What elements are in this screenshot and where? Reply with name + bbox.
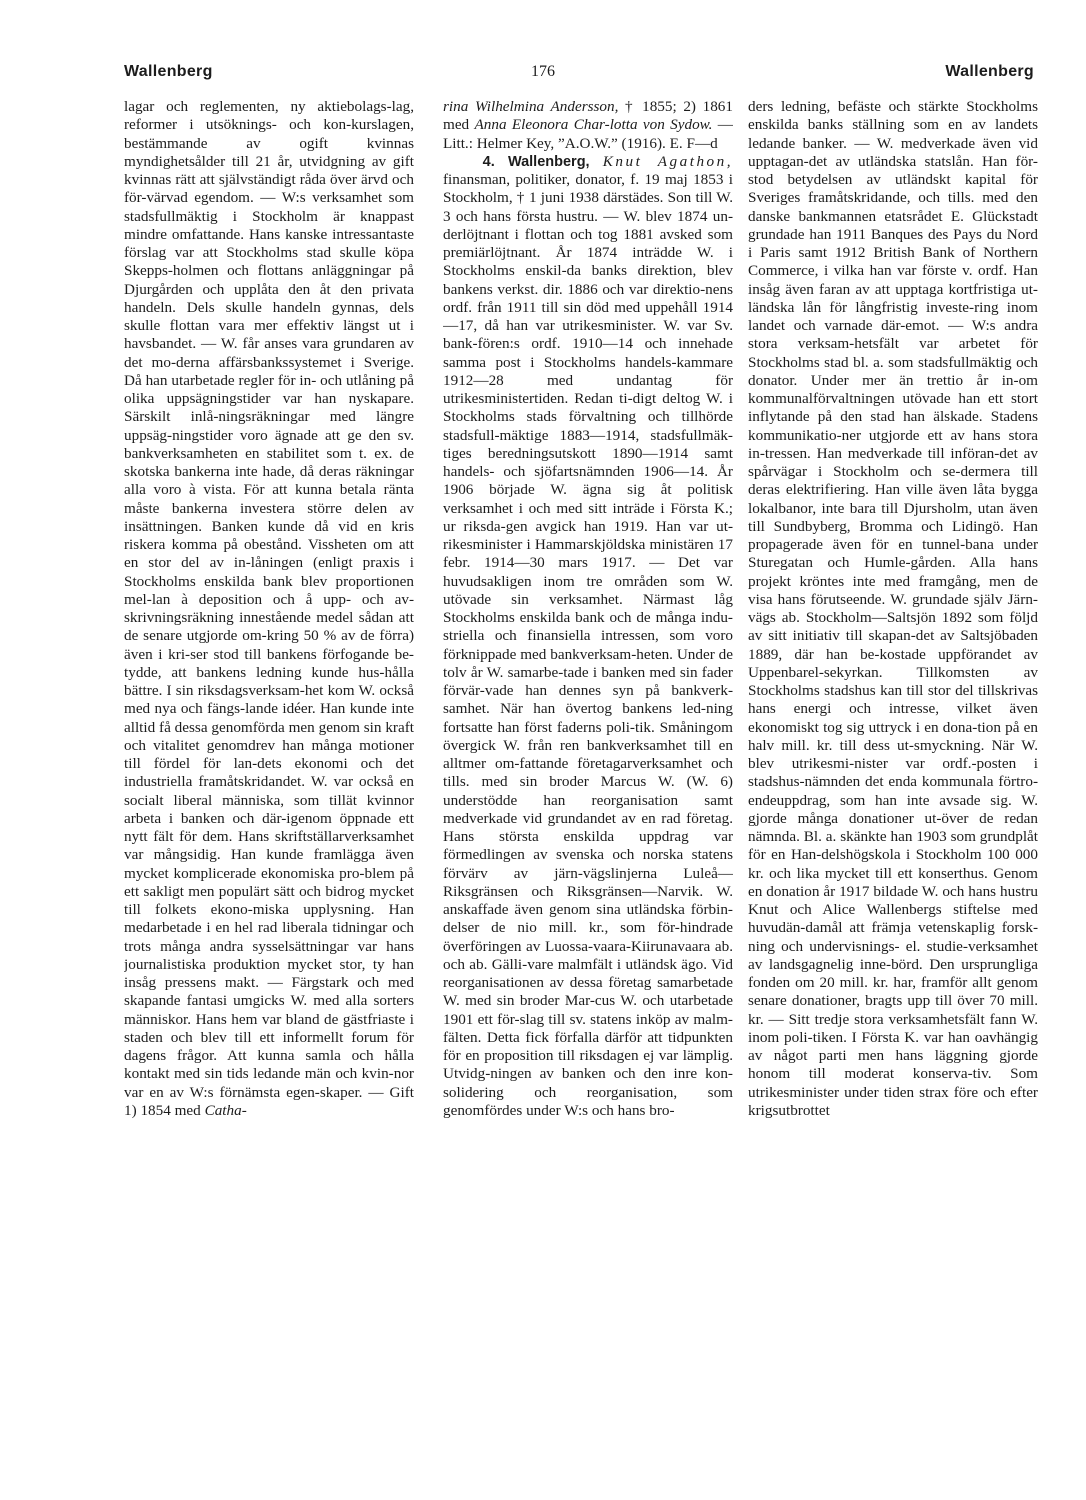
italic-name: Anna Eleonora Char-lotta von Sydow. [474,116,713,134]
entry-surname: Wallenberg, [507,153,590,170]
body-text: † 1855; 2) 1861 med [443,98,733,134]
italic-name: Catha- [204,1101,247,1119]
body-text: lagar och reglementen, ny aktiebolags-lag, reformer i utsöknings- och kon-kurslagen, bestämmande av ogift kvinnas myndighetsålder till 21 år, utvidgning av gift kvinnas rätt att självständigt råda över ärvd och för-värvad egendom. — W:s verksamhet som stadsfullmäktig i Stockholm är knappast mindre omfattande. Hans kanske intressantaste förslag var att Stockholms stad skulle köpa Skepps-holmen och flottans anläggningar på Djurgården och upplåta den åt den privata handeln. Dels skulle handeln gynnas, dels skulle flottan vara mer effektiv längst ut i havsbandet. — W. får anses vara grundaren av det mo-derna affärsbankssystemet i Sverige. Då han utarbetade regler för in- och utlåning på olika uppsägningstider var han nyskapare. Särskilt inlå-ningsräkningar med längre uppsäg-ningstider voro ägnade att ge den sv. bankverksamheten en stabilitet som t. ex. de skotska bankerna inte hade, då deras räkningar alla voro à vista. För att kunna betala ränta måste bankerna investera större delen av insättningen. Banken kunde då vid en kris riskera komma på obestånd. Vissheten om att en stor del av in-låningen (enligt praxis i Stockholms enskilda bank blev proportionen mel-lan à deposition och å upp- och av-skrivningsräkning innestående medel sådan att de senare utgjorde om-kring 50 % av de förra) även i kri-ser stod till bankens förfogande be-tydde, att bankens ledning kunde hus-hålla bättre. I sin riksdagsverksam-het kom W. också med nya och fängs-lande idéer. Han kunde inte alltid få dessa genomförda men genom sin kraft och vitalitet genomdrev han många motioner till fördel för lan-dets ekonomi och det industriella framåtskridandet. W. var också en socialt liberal människa, som tillät kvinnor arbeta i banken och där-igenom öppnade ett nytt fält för dem. Hans skriftställarverksamhet var mångsidig. Han kunde framlägga även mycket komplicerade ekonomiska pro-blem på ett sakligt men populärt sätt och bidrog mycket till folkets ekono-miska upplysning. Han medarbetade i en hel rad liberala tidningar och trots många andra sysselsättningar var hans journalistiska produktion mycket stor, ty han insåg pressens makt. — Färgstark och med skapande fantasi umgicks W. med alla sorters människor. Hans hem var bland de gästfriaste i staden och blev till ett informellt forum för dagens frågor. Att kunna samla och hålla kontakt med sin tids ledande män och kvin-nor var en av W:s förnämsta egen-skaper. — Gift 1) 1854 med [124,98,414,1119]
text-column-2 [443,98,733,1348]
italic-name: rina Wilhelmina Andersson, [443,98,619,115]
entry-paragraph [443,153,733,1120]
paragraph [748,98,1038,1120]
text-column-1 [124,98,414,1348]
entry-number: 4. [482,153,495,170]
text-column-3 [748,98,1038,1348]
entry-given-names: Knut Agathon, [602,152,733,170]
running-head-right: Wallenberg [945,63,1034,80]
body-text: finansman, politiker, donator, f. 19 maj 1853 i Stockholm, † 1 juni 1938 därstädes. Son till W. 3 och hans första hustru. — W. blev 1874 un-derlöjtnant i flottan och tog 1881 avsked som premiärlöjtnant. År 1874 inträdde W. i Stockholms enskil-da banks direktion, blev bankens verkst. dir. 1886 och var direktio-nens ordf. från 1911 till sin död med uppehåll 1914—17, då han var utrikesminister. W. var Sv. bank-fören:s ordf. 1910—14 och innehade samma post i Stockholms handels-kammare 1912—28 med undantag för utrikesministertiden. Redan ti-digt deltog W. i Stockholms stads förvaltning och tillhörde stadsfull-mäktige 1883—1914, stadsfullmäk-tiges beredningsutskott 1890—1914 samt handels- och sjöfartsnämnden 1906—14. År 1906 började W. ägna sig åt politisk verksamhet i och med sitt inträde i Första K.; ur riksda-gen avgick han 1919. Han var ut-rikesminister i Hammarskjöldska ministären 17 febr. 1914—30 mars 1917. — Det var huvudsakligen inom tre områden som W. utövade sin verksamhet. Närmast låg Stockholms enskilda bank och de många indu-striella och finansiella intressen, som voro förknippade med bankverksam-heten. Under de tolv år W. samarbe-tade i banken med sin fader förvär-vade han dennes syn på bankverk-samhet. När han övertog bankens led-ning fortsatte han först faderns poli-tik. Småningom övergick W. från ren bankverksamhet till en alltmer om-fattande företagarverksamhet och tills. med sin broder Marcus W. (W. 6) understödde han reorganisation samt medverkade vid grundandet av en rad företag. Hans största enskilda uppdrag var förmedlingen av svenska och norska statens förvärv av järn-vägslinjerna Luleå—Riksgränsen och Riksgränsen—Narvik. W. anskaffade även genom sina utländska förbin-delser de nio mill. kr., som för-hindrade överföringen av Luossa-vaara-Kiirunavaara ab. och ab. Gälli-vare malmfält i utländsk ägo. Vid reorganisationen av dessa företag samarbetade W. med sin broder Mar-cus W. och utarbetade 1901 ett för-slag till sv. statens inköp av malm-fälten. Detta fick förfalla därför att tidpunkten för en proposition till riksdagen ej var lämplig. Utvidg-ningen av banken och den inre kon-solidering och reorganisation, som genomfördes under W:s och hans bro- [443,171,733,1119]
running-head-left: Wallenberg [124,63,213,80]
body-text: ders ledning, befäste och stärkte Stockholms enskilda banks ställning som en av landets ledande banker. — W. medverkade även vid upptagan-det av utländska statslån. Han för-stod betydelsen av utländskt kapital för Sveriges framåtskridande, och tills. med den danske bankmannen etatsrådet E. Glückstadt grundade han 1911 Banques des Pays du Nord i Paris samt 1912 British Bank of Northern Commerce, i vilka han var förste v. ordf. Han insåg även faran av att upptaga kortfristiga ut-ländska lån för långfristig investe-ring inom landet och varnade där-emot. — W:s andra stora verksam-hetsfält var arbetet för Stockholms stad bl. a. som stadsfullmäktig och donator. Under mer än trettio år in-om kommunalförvaltningen utövade han ett stort inflytande på den stad han älskade. Stadens kommunikatio-ner utgjorde ett av hans stora in-tressen. Han medverkade till införan-det av spårvägar i Stockholm och se-dermera till deras elektrifiering. Han ville även låta bygga lokalbanor, inte bara till Djursholm, utan även till Sundbyberg, Bromma och Lidingö. Han propagerade även för en tunnel-bana under Sturegatan och Humle-gården. Alla hans projekt kröntes inte med framgång, men de visa hans förutseende. W. grundade själv Järn-vägs ab. Stockholm—Saltsjön 1892 som följd av sitt initiativ till skapan-det av Saltsjöbaden 1889, där han be-kostade uppförandet av Uppenbarel-sekyrkan. Tillkomsten av Stockholms stadshus kan till stor del tillskrivas hans energi och intresse, vilket även ekonomiskt tog sig uttryck i en dona-tion på en halv mill. kr. till dess ut-smyckning. När W. blev utrikesmi-nister var ordf.-posten i stadshus-nämnden det enda kommunala förtro-endeuppdrag, som han inte avsade sig. W. gjorde många donationer ut-över de redan nämnda. Bl. a. skänkte han 1903 som grundplåt för en Han-delshögskola i Stockholm 100 000 kr. och lika mycket till ett konserthus. Genom en donation år 1917 bildade W. och hans hustru Knut och Alice Wallenbergs stiftelse med huvudän-damål att främja vetenskaplig forsk-ning och undervisnings- el. studie-verksamhet av landsgagnelig inne-börd. Den ursprungliga fonden om 20 mill. kr. har, framför allt genom senare donationer, bragts upp till över 70 mill. kr. — Sitt tredje stora verksamhetsfält fann W. inom poli-tiken. I Första K. var han oavhängig av något parti men hans läggning gjorde honom till moderat konserva-tiv. Som utrikesminister under tiden strax före och efter krigsutbrottet [748,98,1038,1119]
paragraph [443,98,733,153]
body-text: — Litt.: Helmer Key, ”A.O.W.” (1916). E. F—d [443,116,733,152]
paragraph [124,98,414,1120]
page-number: 176 [531,63,555,80]
